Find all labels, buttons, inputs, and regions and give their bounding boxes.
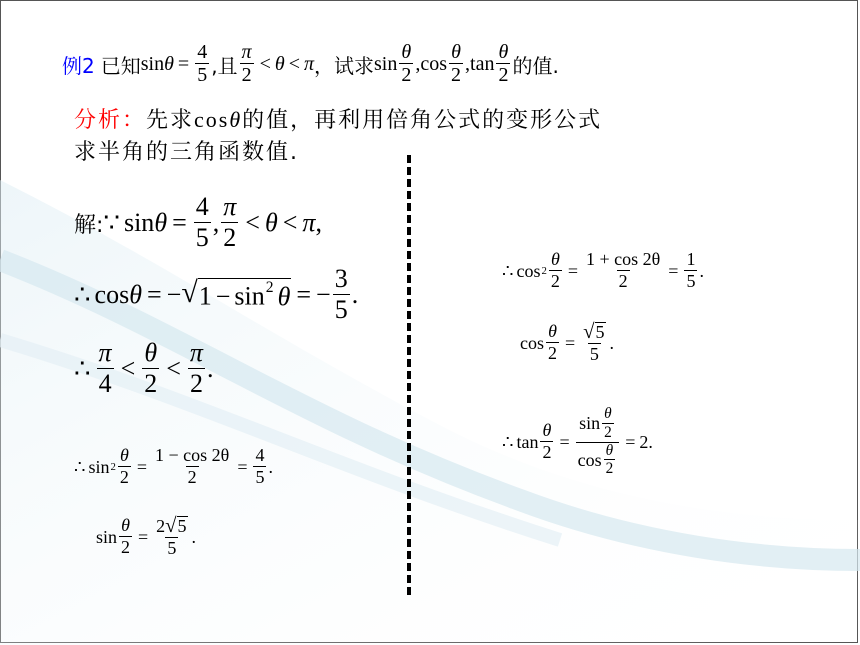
therefore-symbol: ∴	[74, 354, 91, 383]
equals-sign: =	[668, 260, 679, 281]
less-than: <	[288, 52, 300, 75]
minus-sign: −	[166, 280, 182, 309]
sin-fn: sin	[123, 208, 155, 237]
given-text: 已知	[100, 53, 141, 78]
cos-fn: cos	[520, 332, 544, 353]
equals-sign: =	[138, 526, 149, 547]
pi-symbol: π	[302, 208, 316, 237]
theta-symbol: θ	[154, 208, 168, 237]
solution-step-6	[502, 242, 704, 300]
square-root: √ $1 - \sin^2 \theta$	[181, 276, 291, 311]
less-than: <	[259, 52, 271, 75]
therefore-symbol: ∴	[74, 456, 86, 477]
fraction-theta-2: $\frac{\theta}{2}$	[121, 515, 131, 558]
fraction-one-minus-cos: $\frac{1 - \cos 2\theta}{2}$	[155, 445, 230, 488]
solution-step-8	[502, 392, 653, 492]
equals-sign: =	[172, 208, 187, 237]
sin-fn: sin	[234, 281, 265, 311]
fraction-theta-2: $\frac{\theta}{2}$	[401, 41, 412, 86]
fraction-pi-2: $\frac{\pi}{2}$	[223, 192, 237, 252]
tan-fn: tan	[516, 431, 539, 452]
comma: ,	[465, 52, 471, 75]
solution-step-3	[74, 336, 213, 402]
analysis-text: 先求	[146, 108, 195, 133]
theta-symbol: θ	[229, 107, 243, 132]
exponent-2: 2	[541, 265, 547, 277]
and-text: ,且	[211, 53, 238, 78]
equals-sign: =	[147, 280, 162, 309]
fraction-theta-2: $\frac{\theta}{2}$	[119, 445, 129, 488]
minus-sign: −	[316, 280, 331, 309]
fraction-2root5-5: 2 √ 5 5	[156, 514, 187, 558]
equals-sign: =	[136, 456, 148, 477]
solution-step-7	[520, 314, 614, 372]
fraction-one-plus-cos: $\frac{1 + \cos 2\theta}{2}$	[586, 249, 661, 292]
fraction-sin-over-cos: sin $\frac{\theta}{2}$ cos $\frac{\theta}{2}$	[576, 406, 620, 478]
therefore-symbol: ∴	[502, 431, 514, 452]
theta-symbol: θ	[129, 280, 142, 309]
period: .	[351, 280, 359, 309]
fraction-theta-2: $\frac{\theta}{2}$	[451, 41, 462, 86]
theta-symbol: θ	[277, 281, 291, 311]
solution-step-5	[96, 508, 196, 566]
less-than: <	[120, 354, 136, 383]
cos-fn: cos	[194, 107, 230, 132]
period: .	[699, 260, 704, 281]
solution-step-4	[74, 438, 273, 496]
theta-symbol: θ	[264, 208, 278, 237]
fraction-root5-5: √ 5 5	[583, 320, 605, 364]
fraction-4-5: $\frac{4}{5}$	[195, 192, 209, 252]
fraction-1-5: $\frac{1}{5}$	[686, 249, 696, 292]
therefore-symbol: ∴	[74, 280, 91, 309]
less-than: <	[166, 354, 181, 383]
cos-fn: cos	[577, 449, 602, 470]
less-than: <	[245, 208, 260, 237]
cos-fn: cos	[94, 280, 130, 309]
analysis-label: 分析：	[74, 108, 147, 133]
tan-fn: tan	[470, 52, 495, 75]
solution-step-2	[74, 262, 358, 328]
period: .	[206, 354, 214, 383]
solution-label: 解:	[74, 212, 104, 238]
equals-sign: =	[565, 332, 576, 353]
fraction-theta-2: $\frac{\theta}{2}$	[550, 249, 560, 292]
fraction-theta-2: $\frac{\theta}{2}$	[498, 41, 509, 86]
comma: ,	[315, 208, 322, 237]
equals-sign: =	[567, 260, 579, 281]
comma: ,	[212, 208, 220, 237]
fraction-4-5: $\frac{4}{5}$	[197, 41, 208, 86]
equals-sign: =	[296, 280, 312, 309]
theta-symbol: θ	[164, 52, 174, 75]
problem-label: 例2	[62, 53, 95, 78]
period: .	[609, 332, 615, 353]
sin-fn: sin	[96, 526, 118, 547]
cos-fn: cos	[516, 260, 541, 281]
fraction-3-5: $\frac{3}{5}$	[334, 264, 348, 324]
cos-fn: cos	[420, 52, 448, 75]
fraction-theta-2: $\frac{\theta}{2}$	[548, 321, 557, 364]
minus-sign: −	[215, 281, 231, 311]
sin-fn: sin	[140, 52, 165, 75]
fraction-theta-2: $\frac{\theta}{2}$	[542, 420, 552, 463]
equals-sign: =	[559, 431, 570, 452]
ask-text: ，试求	[314, 53, 374, 78]
therefore-symbol: ∴	[502, 260, 514, 281]
sin-fn: sin	[579, 412, 601, 433]
tail-text: 的值.	[512, 53, 559, 78]
pi-symbol: π	[303, 52, 314, 75]
sin-fn: sin	[88, 456, 110, 477]
because-symbol: ∵	[103, 208, 120, 237]
analysis-line-1	[74, 104, 602, 137]
one: 1	[198, 281, 212, 311]
fraction-theta-2: $\frac{\theta}{2}$	[144, 338, 158, 398]
problem-statement	[62, 34, 559, 94]
sin-fn: sin	[374, 52, 398, 75]
fraction-pi-2: $\frac{\pi}{2}$	[241, 41, 252, 86]
less-than: <	[282, 208, 298, 237]
comma: ,	[415, 52, 421, 75]
tan-result: 2.	[639, 431, 653, 452]
fraction-4-5: $\frac{4}{5}$	[255, 445, 265, 488]
exponent-2: 2	[265, 279, 274, 297]
analysis-line-2: 求半角的三角函数值.	[74, 139, 299, 165]
equals-sign: =	[237, 456, 248, 477]
exponent-2: 2	[110, 461, 116, 473]
fraction-pi-4: $\frac{\pi}{4}$	[98, 338, 112, 398]
period: .	[191, 526, 197, 547]
analysis-block	[74, 104, 602, 169]
dashed-divider	[407, 155, 411, 595]
analysis-text: 的值，再利用倍角公式的变形公式	[242, 108, 603, 133]
fraction-pi-2: $\frac{\pi}{2}$	[189, 338, 203, 398]
equals-sign: =	[177, 52, 190, 75]
solution-step-1	[74, 190, 322, 256]
equals-sign: =	[625, 431, 636, 452]
theta-symbol: θ	[274, 52, 285, 75]
period: .	[268, 456, 273, 477]
